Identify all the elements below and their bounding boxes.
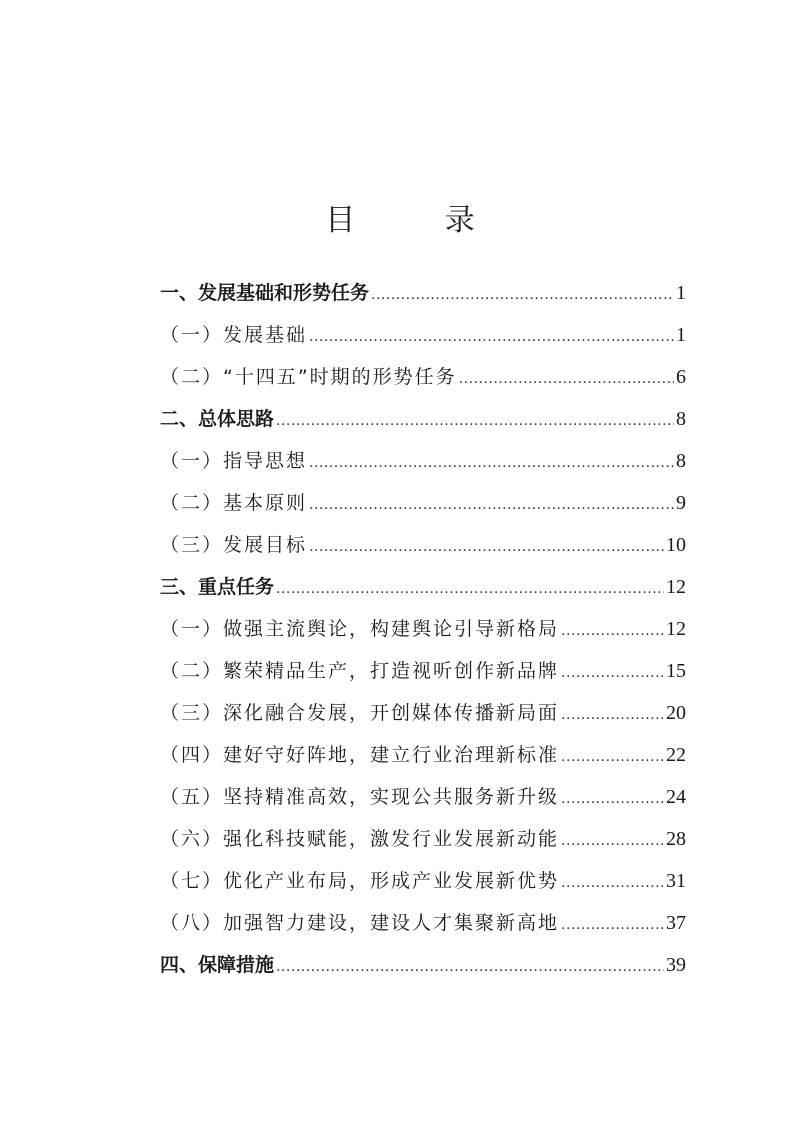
toc-entry-label: （一）做强主流舆论，构建舆论引导新格局: [160, 618, 560, 640]
toc-entry-label: （一）指导思想: [160, 450, 308, 472]
toc-page-number: 6: [676, 366, 686, 388]
toc-page-number: 39: [666, 954, 686, 976]
toc-entry[interactable]: [160, 776, 686, 818]
toc-entry[interactable]: [160, 650, 686, 692]
toc-page-number: 28: [666, 828, 686, 850]
toc-entry[interactable]: [160, 356, 686, 398]
toc-entry[interactable]: [160, 734, 686, 776]
toc-dot-leader: [276, 400, 674, 442]
toc-dot-leader: [276, 946, 664, 988]
toc-page-number: 8: [676, 408, 686, 430]
toc-page-number: 12: [666, 576, 686, 598]
toc-dot-leader: [561, 610, 664, 652]
toc-dot-leader: [371, 274, 674, 316]
toc-entry-label: （六）强化科技赋能，激发行业发展新动能: [160, 828, 560, 850]
toc-entry-label: （五）坚持精准高效，实现公共服务新升级: [160, 786, 560, 808]
toc-dot-leader: [561, 694, 664, 736]
toc-page-number: 31: [666, 870, 686, 892]
toc-page-number: 37: [666, 912, 686, 934]
toc-entry-label: （七）优化产业布局，形成产业发展新优势: [160, 870, 560, 892]
toc-dot-leader: [561, 778, 664, 820]
toc-entry[interactable]: [160, 902, 686, 944]
toc-entry-label: （一）发展基础: [160, 324, 308, 346]
toc-dot-leader: [561, 736, 664, 778]
toc-page-number: 12: [666, 618, 686, 640]
toc-entry-label: 二、总体思路: [160, 408, 275, 430]
toc-entry-label: 一、发展基础和形势任务: [160, 282, 370, 304]
toc-entry-label: 四、保障措施: [160, 954, 275, 976]
toc-entry[interactable]: [160, 608, 686, 650]
toc-dot-leader: [561, 904, 664, 946]
toc-dot-leader: [276, 568, 664, 610]
toc-page-number: 1: [676, 324, 686, 346]
toc-entry[interactable]: [160, 524, 686, 566]
toc-entry-label: （二）基本原则: [160, 492, 308, 514]
toc-entry-label: （二）“十四五”时期的形势任务: [160, 366, 457, 388]
toc-entry[interactable]: [160, 944, 686, 986]
toc-entry[interactable]: [160, 272, 686, 314]
toc-dot-leader: [309, 484, 674, 526]
toc-entry[interactable]: [160, 566, 686, 608]
toc-dot-leader: [561, 862, 664, 904]
toc-dot-leader: [309, 316, 674, 358]
toc-entry[interactable]: [160, 398, 686, 440]
toc-entry-label: （四）建好守好阵地，建立行业治理新标准: [160, 744, 560, 766]
toc-entry-label: （二）繁荣精品生产，打造视听创作新品牌: [160, 660, 560, 682]
toc-page-number: 1: [676, 282, 686, 304]
toc-dot-leader: [561, 820, 664, 862]
toc-page-number: 24: [666, 786, 686, 808]
toc-entry[interactable]: [160, 440, 686, 482]
toc-page-number: 10: [666, 534, 686, 556]
table-of-contents: [160, 272, 686, 986]
toc-entry[interactable]: [160, 860, 686, 902]
toc-dot-leader: [459, 358, 674, 400]
toc-entry[interactable]: [160, 314, 686, 356]
toc-entry-label: （三）深化融合发展，开创媒体传播新局面: [160, 702, 560, 724]
toc-entry-label: 三、重点任务: [160, 576, 275, 598]
toc-dot-leader: [561, 652, 664, 694]
toc-entry-label: （八）加强智力建设，建设人才集聚新高地: [160, 912, 560, 934]
page-title: 目 录: [325, 203, 515, 239]
toc-dot-leader: [309, 442, 674, 484]
toc-page-number: 15: [666, 660, 686, 682]
toc-page-number: 20: [666, 702, 686, 724]
toc-entry[interactable]: [160, 692, 686, 734]
toc-page-number: 8: [676, 450, 686, 472]
toc-dot-leader: [309, 526, 664, 568]
toc-entry[interactable]: [160, 482, 686, 524]
toc-page-number: 22: [666, 744, 686, 766]
toc-entry-label: （三）发展目标: [160, 534, 308, 556]
toc-entry[interactable]: [160, 818, 686, 860]
toc-page-number: 9: [676, 492, 686, 514]
